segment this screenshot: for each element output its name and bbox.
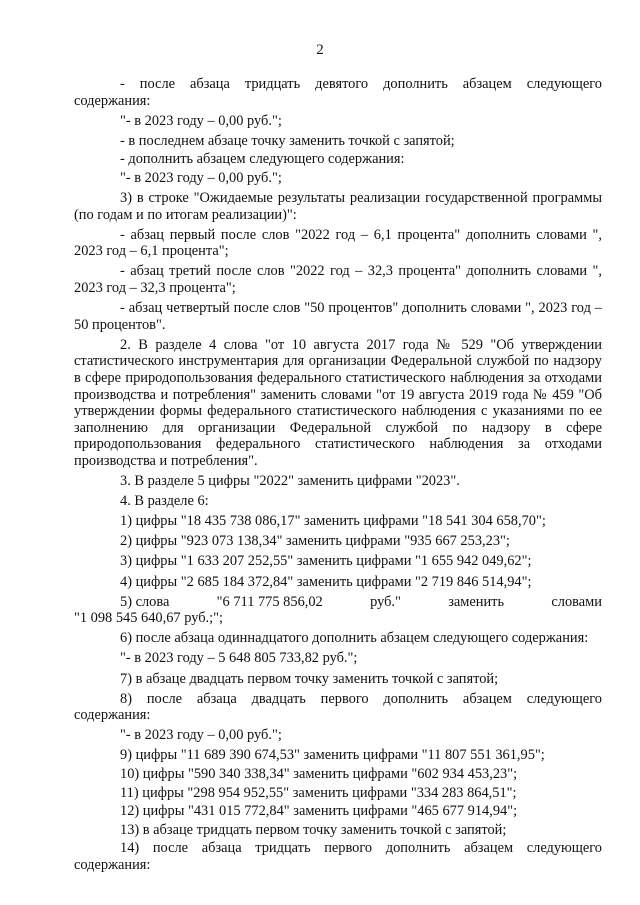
document-body	[74, 76, 602, 874]
list-item: 1) цифры "18 435 738 086,17" заменить цифрами "18 541 304 658,70";	[120, 513, 546, 530]
list-item: 7) в абзаце двадцать первом точку заменить точкой с запятой;	[120, 670, 499, 687]
paragraph: - в последнем абзаце точку заменить точкой с запятой;	[120, 132, 455, 149]
list-item: 14) после абзаца тридцать первого дополнить абзацем следующего содержания:	[74, 840, 602, 873]
list-item-5-line	[74, 594, 602, 611]
list-item: 4) цифры "2 685 184 372,84" заменить цифрами "2 719 846 514,94";	[120, 573, 532, 590]
list-item-5-continuation: "1 098 545 640,67 руб.;";	[74, 610, 224, 627]
paragraph: 4. В разделе 6:	[120, 493, 209, 510]
list-item: 6) после абзаца одиннадцатого дополнить абзацем следующего содержания:	[120, 630, 589, 647]
list-item: 3) цифры "1 633 207 252,55" заменить цифрами "1 655 942 049,62";	[120, 553, 532, 570]
item5-part: словами	[551, 593, 602, 610]
paragraph: - абзац первый после слов "2022 год – 6,1 процента" дополнить словами ", 2023 год – 6,1 процента";	[74, 226, 602, 260]
paragraph: 2. В разделе 4 слова "от 10 августа 2017 года № 529 "Об утверждении статистического инструментария для организации Федеральной службой по надзору в сфере природопользования федерального статистического наблюдения за отходами производства и потребления" заменить словами "от 19 августа 2019 года № 459 "Об утверждении формы федерального статистического наблюдения с указаниями по ее заполнению для организации Федеральной службой по надзору в сфере природопользования федерального статистического наблюдения за отходами производства и потребления".	[74, 336, 602, 469]
item5-part: "6 711 775 856,02	[216, 593, 323, 610]
page-number: 2	[316, 42, 324, 58]
paragraph: - дополнить абзацем следующего содержания:	[120, 151, 405, 168]
item5-part: 5) слова	[120, 593, 170, 610]
paragraph: - абзац четвертый после слов "50 процентов" дополнить словами ", 2023 год – 50 процентов".	[74, 300, 602, 333]
paragraph: "- в 2023 году – 0,00 руб.";	[120, 112, 282, 129]
paragraph: - абзац третий после слов "2022 год – 32,3 процента" дополнить словами ", 2023 год – 32,3 процента";	[74, 263, 602, 297]
list-item: 10) цифры "590 340 338,34" заменить цифрами "602 934 453,23";	[120, 765, 518, 782]
list-item: 8) после абзаца двадцать первого дополнить абзацем следующего содержания:	[74, 690, 602, 724]
list-item: 2) цифры "923 073 138,34" заменить цифрами "935 667 253,23";	[120, 533, 510, 550]
item5-part: заменить	[448, 593, 505, 610]
list-item: 9) цифры "11 689 390 674,53" заменить цифрами "11 807 551 361,95";	[120, 747, 545, 764]
paragraph: 3. В разделе 5 цифры "2022" заменить цифрами "2023".	[120, 473, 460, 490]
paragraph: - после абзаца тридцать девятого дополнить абзацем следующего содержания:	[74, 76, 602, 109]
list-item: 11) цифры "298 954 952,55" заменить цифрами "334 283 864,51";	[120, 784, 517, 801]
paragraph: 3) в строке "Ожидаемые результаты реализации государственной программы (по годам и по итогам реализации)":	[74, 190, 602, 223]
paragraph: "- в 2023 году – 0,00 руб.";	[120, 169, 282, 186]
list-item: 12) цифры "431 015 772,84" заменить цифрами "465 677 914,94";	[120, 803, 518, 820]
paragraph: "- в 2023 году – 5 648 805 733,82 руб.";	[120, 650, 358, 667]
list-item: 13) в абзаце тридцать первом точку заменить точкой с запятой;	[120, 821, 507, 838]
item5-part: руб."	[370, 593, 401, 610]
paragraph: "- в 2023 году – 0,00 руб.";	[120, 727, 282, 744]
